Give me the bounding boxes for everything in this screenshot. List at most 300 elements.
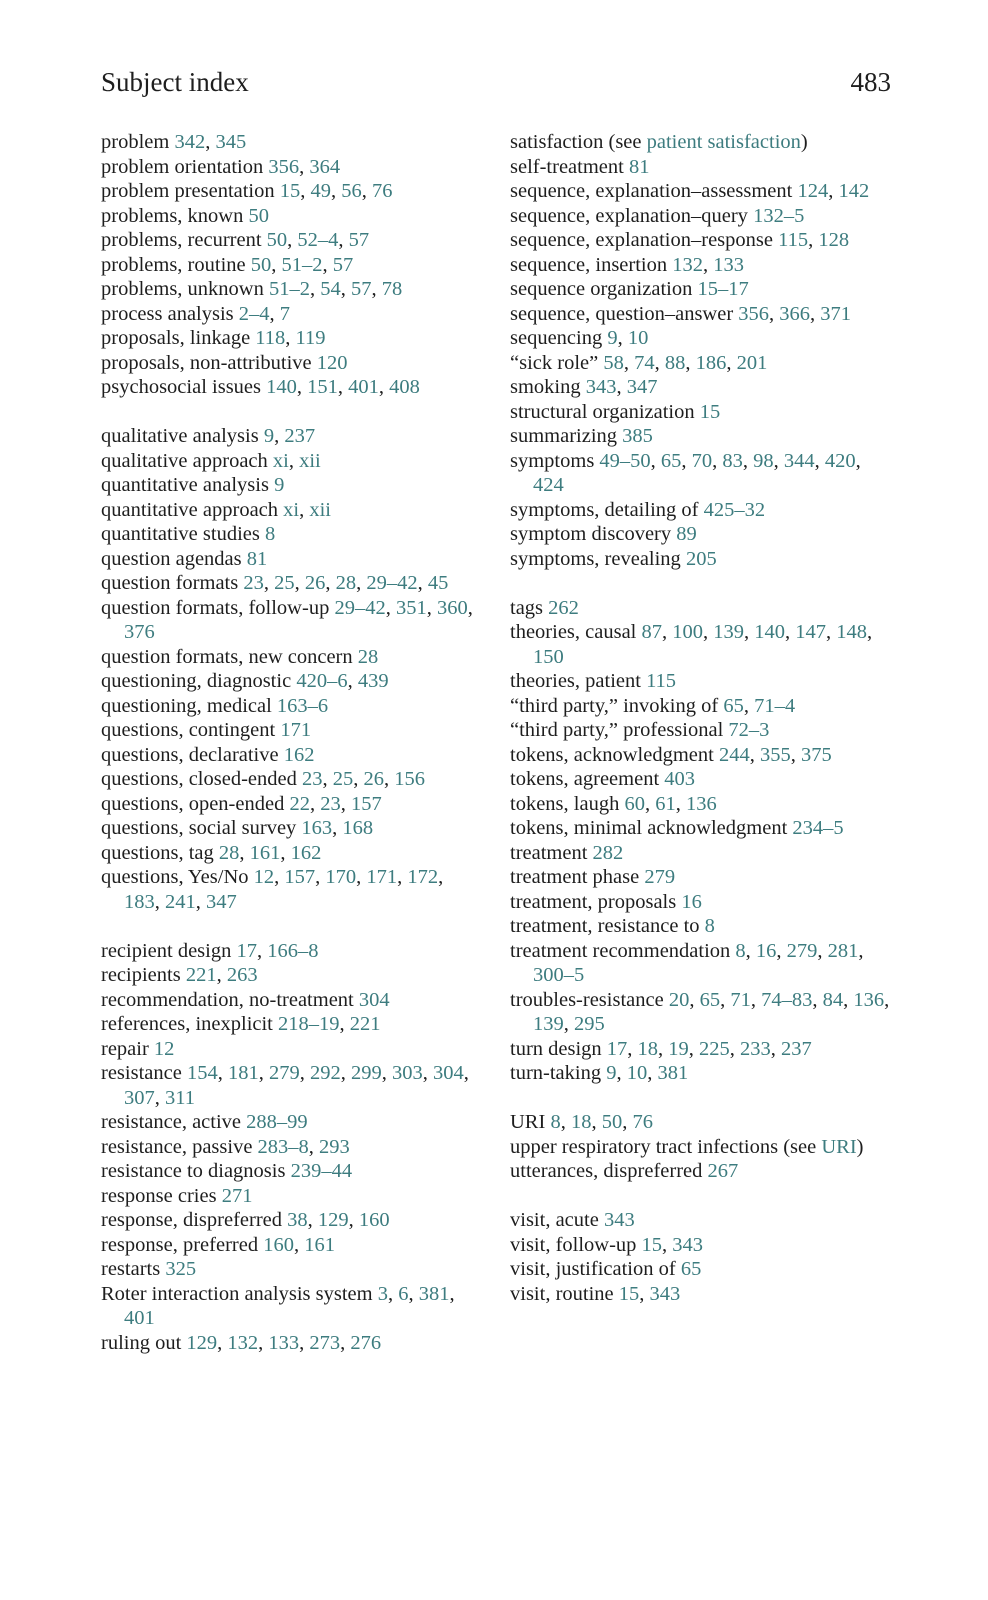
index-entry bbox=[510, 841, 895, 866]
page-reference-link[interactable]: 7 bbox=[279, 302, 291, 325]
index-entry bbox=[101, 547, 479, 572]
index-entry bbox=[101, 1037, 479, 1062]
index-term: symptom discovery bbox=[510, 523, 677, 545]
page-reference-link[interactable]: 52–4 bbox=[297, 229, 339, 251]
index-term: qualitative analysis bbox=[101, 425, 264, 447]
page-reference-link[interactable]: 38 bbox=[287, 1209, 308, 1231]
page-reference-link[interactable]: 29–42 bbox=[334, 596, 386, 619]
index-term: restarts bbox=[101, 1258, 166, 1280]
index-entry bbox=[101, 743, 479, 768]
page-reference-link[interactable]: xii bbox=[299, 449, 321, 472]
page-reference-link[interactable]: 49–50 bbox=[599, 449, 651, 472]
page-reference-link[interactable]: 57 bbox=[332, 253, 354, 276]
index-term: question agendas bbox=[101, 547, 247, 570]
page-reference-link[interactable]: 71 bbox=[730, 988, 751, 1011]
page-reference-link[interactable]: 151 bbox=[307, 376, 338, 398]
page-reference-link[interactable]: xi bbox=[272, 449, 289, 472]
index-entry bbox=[510, 547, 895, 572]
index-entry: symptoms 49–50, 65, 70, 83, 98, 344, 420, 424 bbox=[510, 449, 861, 496]
page-reference-link[interactable]: 25 bbox=[274, 572, 295, 594]
index-entry: treatment recommendation 8, 16, 279, 281, 300–5 bbox=[510, 939, 864, 986]
page-reference-link[interactable]: 279 bbox=[268, 1062, 300, 1084]
page-reference-link[interactable]: 244 bbox=[718, 743, 750, 766]
page-reference-link[interactable]: 9 bbox=[606, 1062, 617, 1084]
page-reference-link[interactable]: 26 bbox=[363, 768, 384, 790]
index-entry: problem presentation 15, 49, 56, 76 bbox=[101, 180, 393, 202]
index-term: ruling out bbox=[101, 1331, 187, 1354]
index-term: problems, recurrent bbox=[101, 229, 267, 251]
index-entry: response, preferred 160, 161 bbox=[101, 1233, 335, 1256]
page-reference-link[interactable]: 237 bbox=[284, 425, 316, 447]
index-term: questions, social survey bbox=[101, 817, 302, 839]
page-reference-link[interactable]: 58 bbox=[603, 351, 624, 374]
page-reference-link[interactable]: 132 bbox=[227, 1331, 259, 1354]
page-reference-link[interactable]: 8 bbox=[735, 939, 746, 962]
page-reference-link[interactable]: xii bbox=[309, 498, 332, 521]
page-reference-link[interactable]: 26 bbox=[304, 572, 326, 594]
page-reference-link[interactable]: 403 bbox=[664, 768, 696, 790]
page-reference-link[interactable]: 401 bbox=[348, 376, 379, 398]
page-reference-link[interactable]: 205 bbox=[685, 547, 717, 570]
page-reference-link[interactable]: 16 bbox=[755, 939, 777, 962]
index-entry: visit, follow-up 15, 343 bbox=[510, 1233, 704, 1256]
index-entry: question formats, follow-up 29–42, 351, 360, 376 bbox=[101, 596, 473, 643]
page-reference-link[interactable]: 100 bbox=[672, 621, 703, 643]
index-entry: qualitative approach xi, xii bbox=[101, 449, 321, 472]
page-reference-link[interactable]: 376 bbox=[124, 621, 155, 643]
page-reference-link[interactable]: 129 bbox=[186, 1331, 218, 1354]
index-entry bbox=[101, 473, 479, 498]
page-reference-link[interactable]: 76 bbox=[632, 1111, 653, 1133]
page-reference-link[interactable]: 237 bbox=[781, 1037, 812, 1060]
page-reference-link[interactable]: 366 bbox=[779, 302, 811, 325]
page-reference-link[interactable]: 273 bbox=[309, 1331, 341, 1354]
index-term: response, dispreferred bbox=[101, 1209, 288, 1231]
index-entry bbox=[101, 204, 479, 229]
page-reference-link[interactable]: 311 bbox=[165, 1086, 195, 1109]
index-term: utterances, dispreferred bbox=[510, 1160, 708, 1182]
page-reference-link[interactable]: 15 bbox=[699, 400, 721, 423]
page-reference-link[interactable]: 50 bbox=[601, 1111, 623, 1133]
page-reference-link[interactable]: 50 bbox=[266, 229, 288, 251]
page-reference-link[interactable]: 364 bbox=[309, 155, 341, 178]
page-reference-link[interactable]: 262 bbox=[548, 596, 579, 619]
index-entry: visit, routine 15, 343 bbox=[510, 1282, 681, 1305]
page-reference-link[interactable]: 23 bbox=[301, 768, 323, 790]
index-term: recommendation, no-treatment bbox=[101, 988, 359, 1011]
index-term: sequence, question–answer bbox=[510, 302, 739, 325]
page-reference-link[interactable]: 56 bbox=[341, 180, 362, 202]
page-reference-link[interactable]: 140 bbox=[266, 376, 297, 398]
page-reference-link[interactable]: 83 bbox=[722, 449, 743, 472]
page-reference-link[interactable]: 424 bbox=[533, 474, 564, 496]
index-entry: ruling out 129, 132, 133, 273, 276 bbox=[101, 1331, 382, 1354]
index-entry bbox=[510, 1159, 895, 1184]
page-reference-link[interactable]: 344 bbox=[783, 449, 815, 472]
index-term: upper respiratory tract infections (see bbox=[510, 1135, 822, 1158]
page-reference-link[interactable]: 23 bbox=[243, 572, 264, 594]
page-reference-link[interactable]: 186 bbox=[695, 351, 727, 374]
index-term: questions, declarative bbox=[101, 743, 284, 766]
page-reference-link[interactable]: 304 bbox=[358, 988, 390, 1011]
index-entry bbox=[101, 694, 479, 719]
index-entry: process analysis 2–4, 7 bbox=[101, 302, 291, 325]
page-reference-link[interactable]: 381 bbox=[657, 1062, 689, 1084]
page-reference-link[interactable]: 124 bbox=[797, 180, 829, 202]
index-entry: sequence, explanation–response 115, 128 bbox=[510, 229, 850, 251]
page-reference-link[interactable]: 88 bbox=[664, 351, 686, 374]
page-reference-link[interactable]: 15 bbox=[279, 180, 301, 202]
page-reference-link[interactable]: 303 bbox=[391, 1062, 423, 1084]
page-reference-link[interactable]: 325 bbox=[165, 1258, 197, 1280]
index-entry bbox=[510, 277, 895, 302]
page-reference-link[interactable]: 89 bbox=[676, 523, 697, 545]
index-term: treatment phase bbox=[510, 866, 645, 888]
page-reference-link[interactable]: 140 bbox=[754, 621, 785, 643]
page-reference-link[interactable]: 168 bbox=[342, 817, 374, 839]
page-reference-link[interactable]: 233 bbox=[740, 1037, 771, 1060]
page-reference-link[interactable]: 221 bbox=[185, 964, 217, 986]
page-reference-link[interactable]: 15–17 bbox=[697, 278, 749, 300]
page-reference-link[interactable]: 132 bbox=[672, 253, 703, 276]
page-reference-link[interactable]: 401 bbox=[124, 1307, 155, 1329]
index-term: “sick role” bbox=[510, 351, 604, 374]
page-reference-link[interactable]: 28 bbox=[357, 645, 379, 668]
page-reference-link[interactable]: 22 bbox=[289, 792, 310, 815]
page-reference-link[interactable]: 3 bbox=[377, 1282, 388, 1305]
page-reference-link[interactable]: 162 bbox=[283, 743, 315, 766]
index-term: troubles-resistance bbox=[510, 988, 669, 1011]
index-entry bbox=[101, 1110, 479, 1135]
index-entry: turn-taking 9, 10, 381 bbox=[510, 1062, 689, 1084]
page-reference-link[interactable]: 49 bbox=[310, 180, 332, 202]
page-reference-link[interactable]: 133 bbox=[713, 253, 744, 276]
page-reference-link[interactable]: 304 bbox=[432, 1062, 464, 1084]
page-reference-link[interactable]: 129 bbox=[317, 1209, 349, 1231]
page-reference-link[interactable]: 343 bbox=[585, 376, 617, 398]
page-reference-link[interactable]: 70 bbox=[691, 449, 713, 472]
index-entry bbox=[510, 522, 895, 547]
page-reference-link[interactable]: 6 bbox=[398, 1282, 409, 1305]
index-entry: quantitative approach xi, xii bbox=[101, 498, 332, 521]
page-reference-link[interactable]: 154 bbox=[186, 1062, 218, 1084]
index-entry bbox=[101, 645, 479, 670]
page-reference-link[interactable]: 76 bbox=[372, 180, 393, 202]
page-reference-link[interactable]: 54 bbox=[320, 278, 341, 300]
page-reference-link[interactable]: 139 bbox=[713, 621, 744, 643]
page-reference-link[interactable]: 57 bbox=[348, 229, 370, 251]
page-reference-link[interactable]: 271 bbox=[221, 1184, 253, 1207]
page-reference-link[interactable]: 279 bbox=[786, 939, 818, 962]
index-entry: theories, causal 87, 100, 139, 140, 147, 148, 150 bbox=[510, 621, 873, 668]
index-entry: questions, tag 28, 161, 162 bbox=[101, 841, 322, 864]
index-term: qualitative approach bbox=[101, 449, 273, 472]
page-reference-link[interactable]: 385 bbox=[622, 425, 653, 447]
index-entry: smoking 343, 347 bbox=[510, 376, 658, 398]
page-reference-link[interactable]: 288–99 bbox=[246, 1111, 308, 1133]
index-term: structural organization bbox=[510, 400, 700, 423]
page-reference-link[interactable]: 128 bbox=[818, 229, 850, 251]
page-reference-link[interactable]: 263 bbox=[226, 964, 258, 986]
page-reference-link[interactable]: 267 bbox=[707, 1160, 739, 1182]
page-reference-link[interactable]: 28 bbox=[335, 572, 357, 594]
page-reference-link[interactable]: 8 bbox=[550, 1111, 561, 1133]
page-reference-link[interactable]: 279 bbox=[644, 866, 676, 888]
page-reference-link[interactable]: 84 bbox=[822, 988, 844, 1011]
index-entry: sequencing 9, 10 bbox=[510, 327, 649, 349]
page-reference-link[interactable]: 65 bbox=[699, 988, 721, 1011]
page-reference-link[interactable]: 81 bbox=[246, 547, 268, 570]
index-entry bbox=[101, 988, 479, 1013]
page-reference-link[interactable]: 8 bbox=[264, 523, 276, 545]
page-reference-link[interactable]: 351 bbox=[395, 596, 427, 619]
page-reference-link[interactable]: xi bbox=[283, 498, 300, 521]
index-term: resistance bbox=[101, 1062, 187, 1084]
index-term: problems, unknown bbox=[101, 278, 269, 300]
page-reference-link[interactable]: 132–5 bbox=[753, 204, 805, 227]
page-reference-link[interactable]: 283–8 bbox=[257, 1135, 309, 1158]
index-term: Roter interaction analysis system bbox=[101, 1282, 378, 1305]
page-reference-link[interactable]: 119 bbox=[295, 327, 326, 349]
index-entry bbox=[510, 596, 895, 621]
page-reference-link[interactable]: 133 bbox=[268, 1331, 300, 1354]
page-reference-link[interactable]: 183 bbox=[124, 890, 155, 913]
page-reference-link[interactable]: 9 bbox=[607, 327, 618, 349]
index-entry bbox=[510, 767, 895, 792]
index-term: resistance to diagnosis bbox=[101, 1160, 291, 1182]
page-reference-link[interactable]: 166–8 bbox=[267, 939, 319, 962]
index-entry: upper respiratory tract infections (see URI) bbox=[510, 1135, 864, 1158]
page-reference-link[interactable]: 10 bbox=[627, 327, 649, 349]
page-reference-link[interactable]: 425–32 bbox=[703, 498, 766, 521]
index-term: resistance, passive bbox=[101, 1135, 258, 1158]
page-reference-link[interactable]: 162 bbox=[290, 841, 322, 864]
index-entry: URI 8, 18, 50, 76 bbox=[510, 1111, 653, 1133]
page-reference-link[interactable]: 71–4 bbox=[754, 694, 796, 717]
page-reference-link[interactable]: 10 bbox=[626, 1062, 648, 1084]
index-term: “third party,” invoking of bbox=[510, 694, 724, 717]
page-reference-link[interactable]: 375 bbox=[800, 743, 832, 766]
page-reference-link[interactable]: 347 bbox=[626, 376, 658, 398]
page-reference-link[interactable]: 20 bbox=[668, 988, 690, 1011]
page-reference-link[interactable]: 45 bbox=[427, 572, 449, 594]
page-reference-link[interactable]: 115 bbox=[778, 229, 809, 251]
page-reference-link[interactable]: 356 bbox=[738, 302, 770, 325]
page-reference-link[interactable]: 98 bbox=[753, 449, 774, 472]
page-reference-link[interactable]: 371 bbox=[820, 302, 852, 325]
index-term: visit, routine bbox=[510, 1282, 619, 1305]
page-reference-link[interactable]: 343 bbox=[603, 1209, 635, 1231]
page-reference-link[interactable]: 147 bbox=[795, 621, 826, 643]
index-term: treatment recommendation bbox=[510, 939, 736, 962]
index-entry: sequence, insertion 132, 133 bbox=[510, 253, 744, 276]
page-reference-link[interactable]: 81 bbox=[628, 155, 650, 178]
page-reference-link[interactable]: 172 bbox=[407, 866, 439, 888]
index-term: theories, causal bbox=[510, 621, 642, 643]
page-reference-link[interactable]: 115 bbox=[646, 670, 677, 692]
index-term: treatment bbox=[510, 841, 593, 864]
page-reference-link[interactable]: 171 bbox=[280, 719, 312, 741]
index-entry bbox=[101, 718, 479, 743]
page-reference-link[interactable]: 57 bbox=[350, 278, 372, 300]
page-reference-link[interactable]: 23 bbox=[320, 792, 341, 815]
page-reference-link[interactable]: 16 bbox=[681, 890, 702, 913]
index-term: “third party,” professional bbox=[510, 719, 729, 741]
page-reference-link[interactable]: 381 bbox=[418, 1282, 450, 1305]
page-reference-link[interactable]: 19 bbox=[668, 1037, 689, 1060]
page-reference-link[interactable]: 50 bbox=[248, 204, 269, 227]
page-reference-link[interactable]: 61 bbox=[655, 792, 676, 815]
index-term: theories, patient bbox=[510, 670, 647, 692]
page-reference-link[interactable]: 29–42 bbox=[366, 572, 418, 594]
index-entry: qualitative analysis 9, 237 bbox=[101, 425, 316, 447]
cross-reference-link[interactable]: URI bbox=[821, 1135, 857, 1158]
page-reference-link[interactable]: 65 bbox=[660, 449, 682, 472]
page-reference-link[interactable]: 78 bbox=[381, 278, 403, 300]
letter-group-gap bbox=[510, 571, 895, 596]
page-reference-link[interactable]: 9 bbox=[274, 474, 285, 496]
page-reference-link[interactable]: 307 bbox=[124, 1086, 155, 1109]
page-reference-link[interactable]: 276 bbox=[350, 1331, 382, 1354]
page-reference-link[interactable]: 157 bbox=[350, 792, 382, 815]
page-reference-link[interactable]: 356 bbox=[268, 155, 300, 178]
page-reference-link[interactable]: 300–5 bbox=[533, 964, 585, 986]
page-reference-link[interactable]: 142 bbox=[838, 180, 870, 202]
page-reference-link[interactable]: 12 bbox=[253, 866, 275, 888]
page-reference-link[interactable]: 51–2 bbox=[268, 278, 310, 300]
index-term: resistance, active bbox=[101, 1111, 247, 1133]
page-reference-link[interactable]: 347 bbox=[206, 890, 237, 913]
page-reference-link[interactable]: 295 bbox=[574, 1013, 605, 1035]
page-reference-link[interactable]: 50 bbox=[250, 253, 272, 276]
page-reference-link[interactable]: 25 bbox=[332, 768, 354, 790]
page-reference-link[interactable]: 360 bbox=[436, 596, 468, 619]
page-reference-link[interactable]: 234–5 bbox=[792, 817, 844, 839]
index-term: questions, Yes/No bbox=[101, 866, 254, 888]
page-reference-link[interactable]: 343 bbox=[672, 1233, 704, 1256]
page-reference-link[interactable]: 18 bbox=[570, 1111, 592, 1133]
index-term: questioning, diagnostic bbox=[101, 670, 297, 692]
page-reference-link[interactable]: 345 bbox=[215, 131, 247, 153]
index-term: references, inexplicit bbox=[101, 1013, 279, 1035]
index-entry: questioning, diagnostic 420–6, 439 bbox=[101, 670, 389, 692]
page-reference-link[interactable]: 181 bbox=[227, 1062, 259, 1084]
page-reference-link[interactable]: 150 bbox=[533, 645, 564, 668]
page-reference-link[interactable]: 420–6 bbox=[296, 670, 348, 692]
page-reference-link[interactable]: 15 bbox=[618, 1282, 640, 1305]
page-reference-link[interactable]: 28 bbox=[218, 841, 240, 864]
page-reference-link[interactable]: 221 bbox=[349, 1013, 381, 1035]
index-term: repair bbox=[101, 1037, 154, 1060]
page-reference-link[interactable]: 163–6 bbox=[276, 694, 329, 717]
page-reference-link[interactable]: 139 bbox=[533, 1013, 564, 1035]
index-term: problem orientation bbox=[101, 155, 269, 178]
index-entry bbox=[510, 865, 895, 890]
page-reference-link[interactable]: 157 bbox=[284, 866, 316, 888]
index-term: psychosocial issues bbox=[101, 376, 267, 398]
page-reference-link[interactable]: 342 bbox=[174, 131, 206, 153]
index-entry bbox=[101, 1257, 479, 1282]
page-reference-link[interactable]: 65 bbox=[680, 1258, 702, 1280]
index-term: question formats, new concern bbox=[101, 645, 358, 668]
index-entry bbox=[510, 718, 895, 743]
page-reference-link[interactable]: 15 bbox=[641, 1233, 663, 1256]
index-term: sequence organization bbox=[510, 278, 698, 300]
page-reference-link[interactable]: 74 bbox=[634, 351, 655, 374]
page-reference-link[interactable]: 87 bbox=[641, 621, 662, 643]
page-reference-link[interactable]: 17 bbox=[606, 1037, 628, 1060]
index-term: response, preferred bbox=[101, 1233, 264, 1256]
page-reference-link[interactable]: 171 bbox=[366, 866, 398, 888]
page-reference-link[interactable]: 161 bbox=[304, 1233, 335, 1256]
page-reference-link[interactable]: 408 bbox=[389, 376, 420, 398]
page-reference-link[interactable]: 74–83 bbox=[761, 988, 813, 1011]
page-reference-link[interactable]: 120 bbox=[316, 351, 348, 374]
page-reference-link[interactable]: 148 bbox=[836, 621, 867, 643]
index-entry: problem orientation 356, 364 bbox=[101, 155, 341, 178]
page-reference-link[interactable]: 355 bbox=[759, 743, 791, 766]
index-entry bbox=[510, 1257, 895, 1282]
page-reference-link[interactable]: 2–4 bbox=[238, 302, 270, 325]
page-reference-link[interactable]: 51–2 bbox=[281, 253, 323, 276]
index-entry bbox=[510, 204, 895, 229]
page-reference-link[interactable]: 299 bbox=[350, 1062, 382, 1084]
page-reference-link[interactable]: 65 bbox=[723, 694, 744, 717]
page-reference-link[interactable]: 18 bbox=[637, 1037, 659, 1060]
index-entry bbox=[510, 816, 895, 841]
page-reference-link[interactable]: 12 bbox=[153, 1037, 175, 1060]
page-reference-link[interactable]: 241 bbox=[165, 890, 196, 913]
page-reference-link[interactable]: 170 bbox=[325, 866, 357, 888]
page-reference-link[interactable]: 160 bbox=[358, 1209, 390, 1231]
index-term: visit, justification of bbox=[510, 1258, 681, 1280]
index-term: turn-taking bbox=[510, 1062, 607, 1084]
page-reference-link[interactable]: 201 bbox=[736, 351, 768, 374]
cross-reference-link[interactable]: patient satisfaction bbox=[646, 131, 801, 153]
page-reference-link[interactable]: 60 bbox=[624, 792, 645, 815]
page-reference-link[interactable]: 282 bbox=[592, 841, 624, 864]
page-reference-link[interactable]: 160 bbox=[263, 1233, 294, 1256]
page-reference-link[interactable]: 293 bbox=[319, 1135, 350, 1158]
page-reference-link[interactable]: 281 bbox=[827, 939, 859, 962]
index-term: symptoms bbox=[510, 449, 600, 472]
page-reference-link[interactable]: 17 bbox=[236, 939, 257, 962]
page-reference-link[interactable]: 156 bbox=[394, 768, 425, 790]
page-reference-link[interactable]: 420 bbox=[824, 449, 856, 472]
page-reference-link[interactable]: 8 bbox=[704, 915, 715, 937]
index-term: sequence, explanation–assessment bbox=[510, 180, 798, 202]
page-reference-link[interactable]: 239–44 bbox=[290, 1160, 353, 1182]
page-reference-link[interactable]: 218–19 bbox=[278, 1013, 340, 1035]
page-reference-link[interactable]: 343 bbox=[649, 1282, 681, 1305]
index-term: question formats, follow-up bbox=[101, 596, 335, 619]
index-term: proposals, non-attributive bbox=[101, 351, 317, 374]
page-reference-link[interactable]: 225 bbox=[699, 1037, 730, 1060]
page-reference-link[interactable]: 439 bbox=[357, 670, 389, 692]
page-reference-link[interactable]: 292 bbox=[309, 1062, 341, 1084]
index-term: quantitative analysis bbox=[101, 474, 275, 496]
page-reference-link[interactable]: 9 bbox=[263, 425, 275, 447]
page-reference-link[interactable]: 72–3 bbox=[728, 719, 770, 741]
index-entry bbox=[510, 498, 895, 523]
page-reference-link[interactable]: 136 bbox=[853, 988, 885, 1011]
page-reference-link[interactable]: 163 bbox=[301, 817, 333, 839]
page-reference-link[interactable]: 136 bbox=[685, 792, 717, 815]
index-term: tokens, acknowledgment bbox=[510, 743, 719, 766]
page-reference-link[interactable]: 118 bbox=[255, 327, 286, 349]
page-reference-link[interactable]: 161 bbox=[249, 841, 281, 864]
index-entry: problem 342, 345 bbox=[101, 131, 247, 153]
